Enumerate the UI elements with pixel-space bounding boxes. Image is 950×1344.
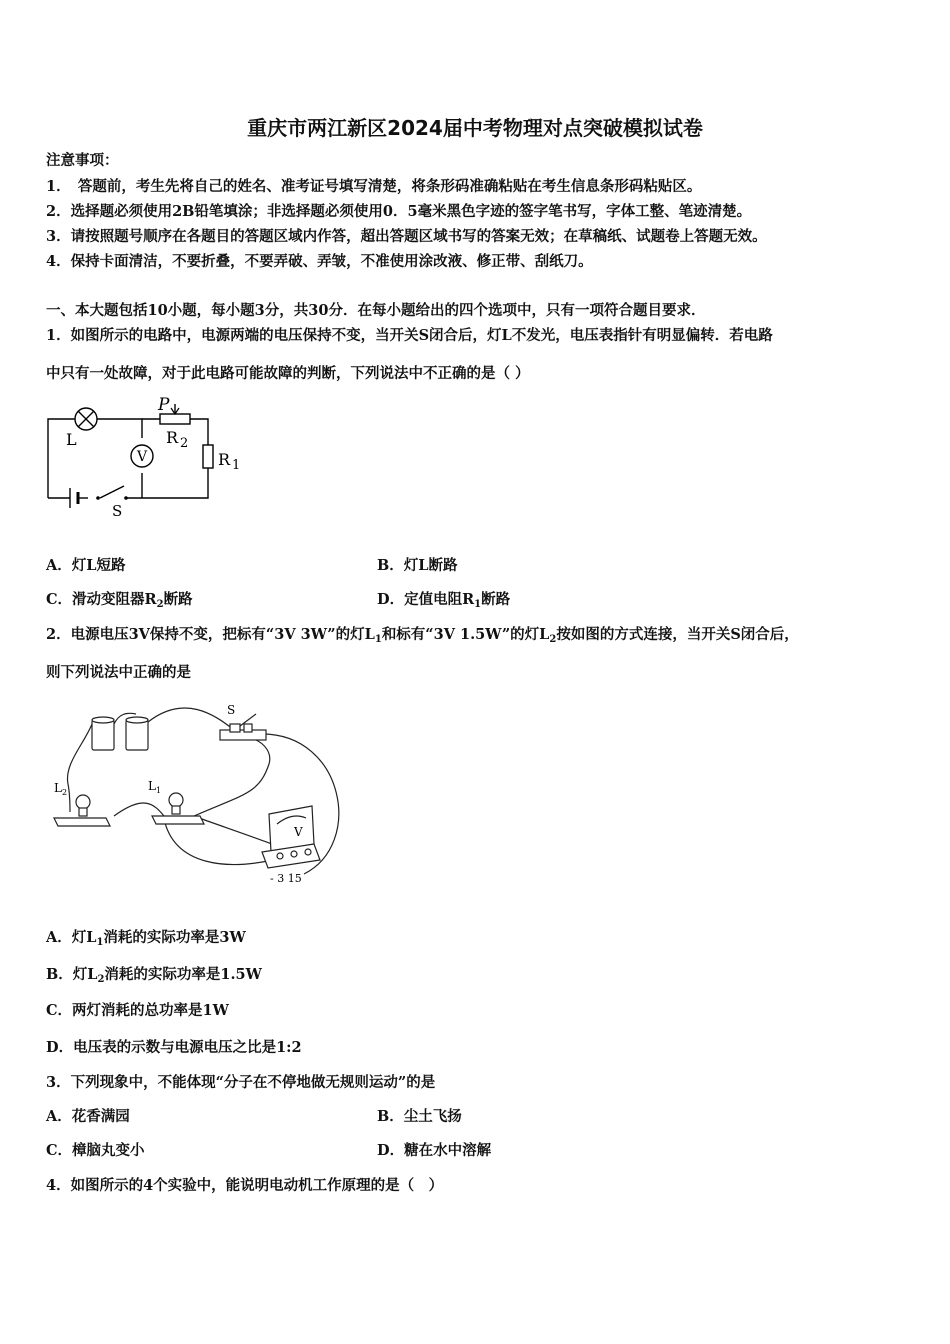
switch-icon [220,714,266,740]
notice-item: 1． 答题前，考生先将自己的姓名、准考证号填写清楚，将条形码准确粘贴在考生信息条形码粘贴区。 [46,178,702,195]
notice-heading: 注意事项： [46,152,119,169]
q2-option-c: C．两灯消耗的总功率是1W [46,1002,229,1019]
q2-stem-line2: 则下列说法中正确的是 [46,664,191,681]
q2-circuit-diagram [44,694,356,890]
q2-option-b: B．灯$L_2$消耗的实际功率是1.5W [46,966,262,985]
voltmeter-label: V [136,449,148,465]
q1-option-a: A．灯L短路 [46,557,126,574]
q3-option-c: C．樟脑丸变小 [46,1142,145,1159]
q3-stem: 3．下列现象中，不能体现“分子在不停地做无规则运动”的是 [46,1074,436,1091]
q1-option-d: D．定值电阻$R_1$断路 [377,591,511,610]
page-title: 重庆市两江新区2024届中考物理对点突破模拟试卷 [247,116,703,140]
q3-option-a: A．花香满园 [46,1108,130,1125]
q1-option-b: B．灯L断路 [377,557,458,574]
voltmeter-icon [262,806,320,868]
notice-item: 2．选择题必须使用2B铅笔填涂；非选择题必须使用0．5毫米黑色字迹的签字笔书写，字体工整、笔迹清楚。 [46,203,752,220]
notice-item: 3．请按照题号顺序在各题目的答题区域内作答，超出答题区域书写的答案无效；在草稿纸、试题卷上答题无效。 [46,228,767,245]
lamp-icon [152,793,204,824]
section-heading: 一、本大题包括10小题，每小题3分，共30分．在每小题给出的四个选项中，只有一项符合题目要求． [46,302,706,319]
battery-icon [70,488,78,508]
resistor-icon [203,445,213,468]
q3-option-d: D．糖在水中溶解 [377,1142,492,1159]
q2-switch-label: S [227,703,236,717]
notice-item: 4．保持卡面清洁，不要折叠，不要弄破、弄皱，不准使用涂改液、修正带、刮纸刀。 [46,253,593,270]
resistor-label: R $_1$ [218,450,241,473]
lamp-icon [54,795,110,826]
lamp-icon [75,408,97,430]
rheostat-label: R $_2$ [166,428,189,451]
q4-stem: 4．如图所示的4个实验中，能说明电动机工作原理的是（ ） [46,1177,444,1194]
q1-stem-line2: 中只有一处故障，对于此电路可能故障的判断，下列说法中不正确的是（ ） [46,365,530,382]
q2-option-a: A．灯$L_1$消耗的实际功率是3W [46,929,246,948]
battery-icon [92,717,148,750]
q2-option-d: D．电压表的示数与电源电压之比是1:2 [46,1039,302,1056]
lamp-label: L [66,430,77,449]
q2-terminal-labels: - 3 15 [270,872,302,885]
switch-label: S [112,502,123,520]
q2-stem-line1: 2．电源电压3V保持不变，把标有“3V 3W”的灯$L_1$和标有“3V 1.5W”的灯$L_2$按如图的方式连接，当开关S闭合后， [46,626,799,645]
q3-option-b: B．尘土飞扬 [377,1108,462,1125]
q1-stem-line1: 1．如图所示的电路中，电源两端的电压保持不变，当开关S闭合后，灯L不发光，电压表指针有明显偏转．若电路 [46,327,773,344]
q1-circuit-diagram [40,390,260,520]
q1-option-c: C．滑动变阻器$R_2$断路 [46,591,193,610]
slider-label: P [158,395,170,415]
q2-lamp2-label: $L_2$ [54,781,68,797]
q2-meter-label: V [294,825,303,839]
q2-lamp1-label: $L_1$ [148,779,162,795]
